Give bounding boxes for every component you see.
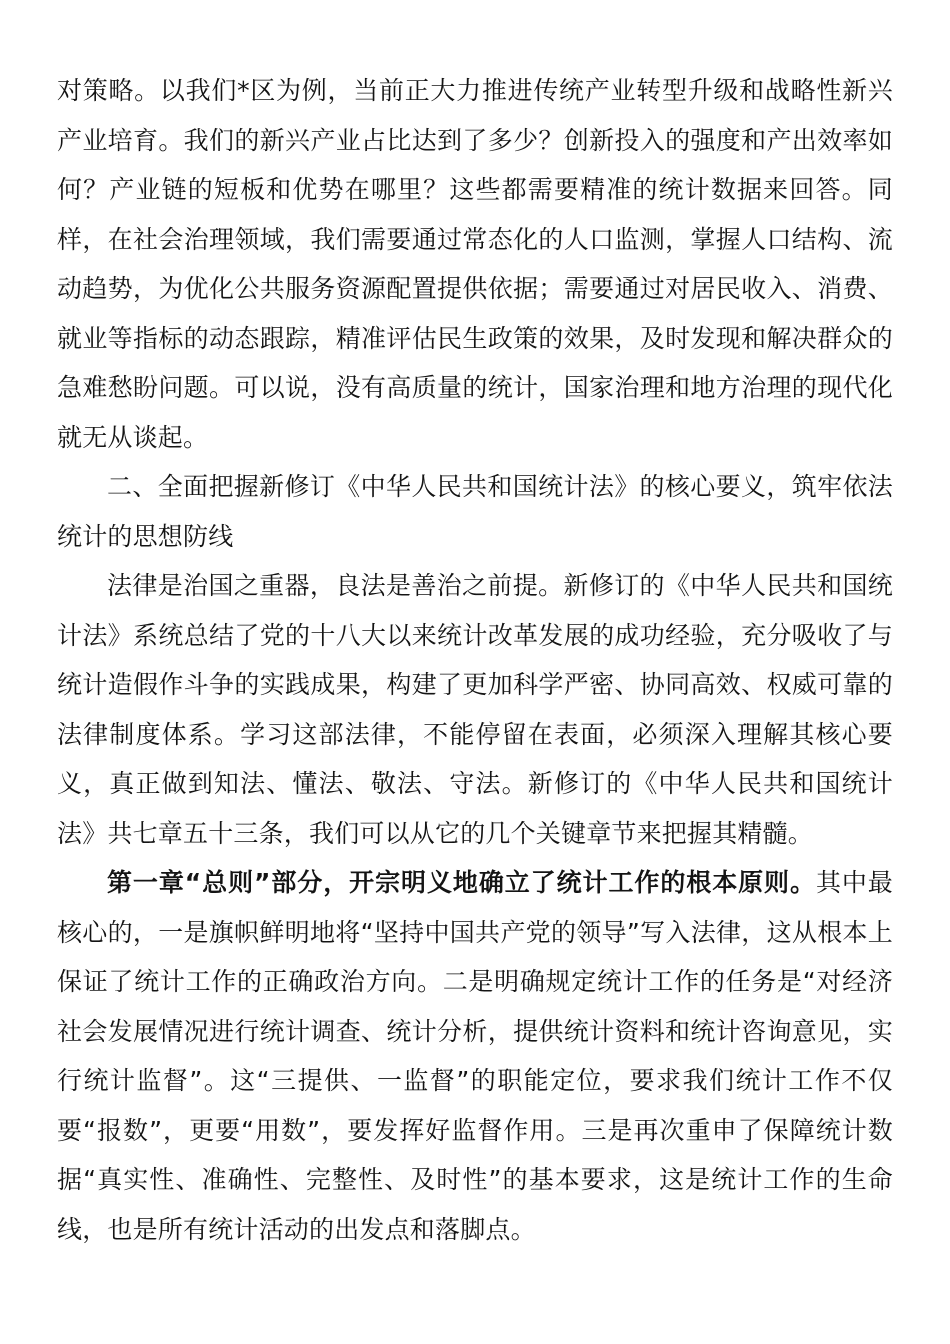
paragraph-law-intro: 法律是治国之重器，良法是善治之前提。新修订的《中华人民共和国统计法》系统总结了党的十八大以来统计改革发展的成功经验，充分吸收了与统计造假作斗争的实践成果，构建了更加科学严密、协同高效、权威可靠的法律制度体系。学习这部法律，不能停留在表面，必须深入理解其核心要义，真正做到知法、懂法、敬法、守法。新修订的《中华人民共和国统计法》共七章五十三条，我们可以从它的几个关键章节来把握其精髓。 [57,571,893,848]
paragraph-continuation: 对策略。以我们*区为例，当前正大力推进传统产业转型升级和战略性新兴产业培育。我们的新兴产业占比达到了多少？创新投入的强度和产出效率如何？产业链的短板和优势在哪里？这些都需要精准的统计数据来回答。同样，在社会治理领域，我们需要通过常态化的人口监测，掌握人口结构、流动趋势，为优化公共服务资源配置提供依据；需要通过对居民收入、消费、就业等指标的动态跟踪，精准评估民生政策的效果，及时发现和解决群众的急难愁盼问题。可以说，没有高质量的统计，国家治理和地方治理的现代化就无从谈起。 [57,76,893,452]
chapter-one-body: 其中最核心的，一是旗帜鲜明地将“坚持中国共产党的领导”写入法律，这从根本上保证了统计工作的正确政治方向。二是明确规定统计工作的任务是“对经济社会发展情况进行统计调查、统计分析，提供统计资料和统计咨询意见，实行统计监督”。这“三提供、一监督”的职能定位，要求我们统计工作不仅要“报数”，更要“用数”，要发挥好监督作用。三是再次重申了保障统计数据“真实性、准确性、完整性、及时性”的基本要求，这是统计工作的生命线，也是所有统计活动的出发点和落脚点。 [57,868,893,1244]
paragraph-chapter-one [57,858,893,1254]
chapter-one-lead: 第一章“总则”部分，开宗明义地确立了统计工作的根本原则。 [107,868,816,897]
section-heading: 二、全面把握新修订《中华人民共和国统计法》的核心要义，筑牢依法统计的思想防线 [57,472,893,551]
document-body [57,66,893,1254]
